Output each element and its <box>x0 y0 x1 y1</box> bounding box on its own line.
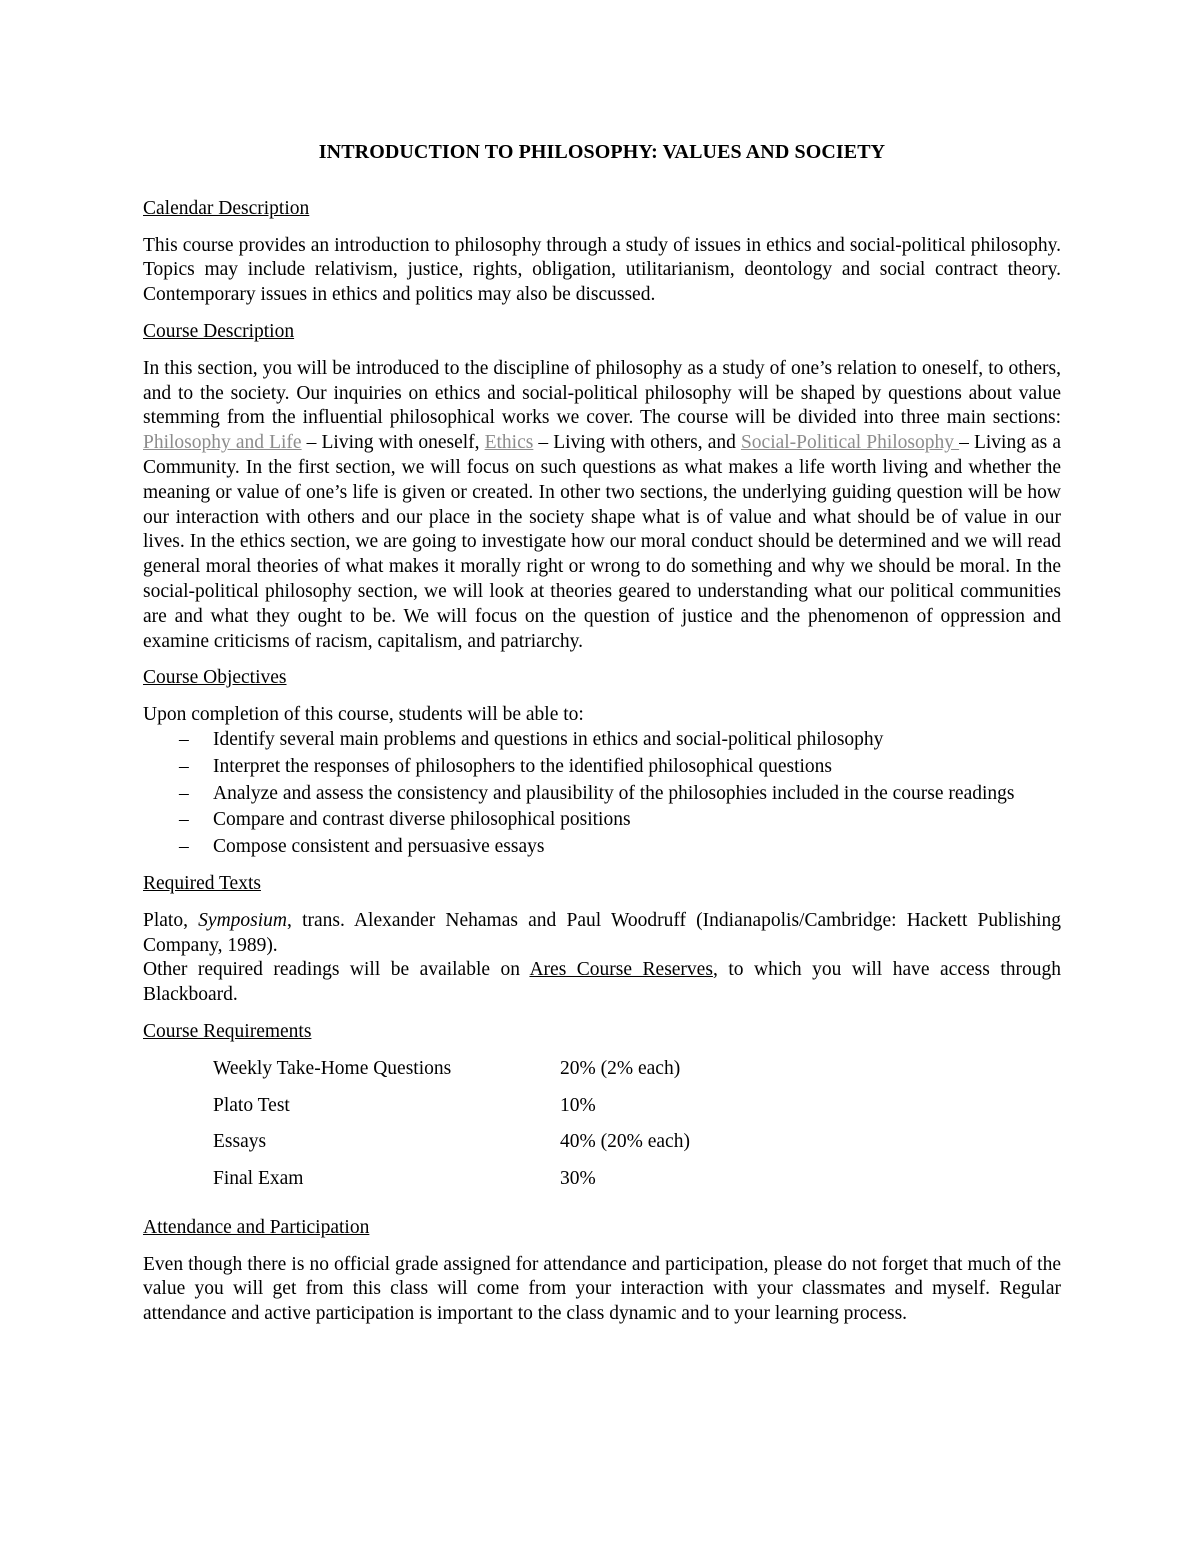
required-text-plato: Plato, Symposium, trans. Alexander Nehamas and Paul Woodruff (Indianapolis/Cambridge: Hackett Publishing Company, 1989). <box>143 909 1061 956</box>
requirement-weight: 20% (2% each) <box>560 1057 681 1079</box>
dash-bullet: – <box>179 782 189 804</box>
course-description-section-2-text: – Living with others, and <box>533 432 741 454</box>
requirement-item: Weekly Take-Home Questions <box>213 1057 452 1079</box>
list-item: – Compose consistent and persuasive essays <box>143 835 1061 860</box>
link-philosophy-and-life[interactable]: Philosophy and Life <box>143 432 302 454</box>
required-text-other: Other required readings will be available on Ares Course Reserves, to which you will have access through Blackboard. <box>143 959 1061 1006</box>
list-item: – Identify several main problems and questions in ethics and social-political philosophy <box>143 728 1061 753</box>
table-row <box>213 1167 690 1204</box>
requirement-item: Essays <box>213 1131 267 1153</box>
required-texts-heading: Required Texts <box>143 872 261 894</box>
link-ethics[interactable]: Ethics <box>484 432 534 454</box>
dash-bullet: – <box>179 728 189 750</box>
link-social-political-philosophy[interactable]: Social-Political Philosophy <box>740 432 960 454</box>
course-description-intro: In this section, you will be introduced to the discipline of philosophy as a study of one’s relation to oneself, to others, and to the society. Our inquiries on ethics and social-political philosophy will be shaped by questions about value stemming from the influential philosophical works we cover. The course will be divided into three main sections: <box>143 357 1061 429</box>
book-title-symposium: Symposium <box>198 909 287 931</box>
table-row <box>213 1130 690 1167</box>
table-row <box>213 1057 690 1094</box>
attendance-heading: Attendance and Participation <box>143 1216 370 1238</box>
document-title: INTRODUCTION TO PHILOSOPHY: VALUES AND SOCIETY <box>318 141 886 163</box>
requirement-weight: 30% <box>560 1168 596 1190</box>
requirement-item: Final Exam <box>213 1168 304 1190</box>
requirement-weight: 40% (20% each) <box>560 1131 690 1153</box>
dash-bullet: – <box>179 755 189 777</box>
syllabus-page <box>143 140 1061 1339</box>
course-objectives-intro: Upon completion of this course, students will be able to: <box>143 704 584 726</box>
course-description-rest: – Living as a Community. In the first section, we will focus on such questions as what makes a life worth living and whether the meaning or value of one’s life is given or created. In other two sections, the underlying guiding question will be how our interaction with others and our place in the society shape what is of value and what should be of value in our lives. In the ethics section, we are going to investigate how our moral conduct should be determined and we will read general moral theories of what makes it morally right or wrong to do something and why we should be moral. In the social-political philosophy section, we will look at theories geared to understanding what our political communities are and what they ought to be. We will focus on the question of justice and the phenomenon of oppression and examine criticisms of racism, capitalism, and patriarchy. <box>143 432 1061 652</box>
calendar-description-text: This course provides an introduction to philosophy through a study of issues in ethics and social-political philosophy. Topics may include relativism, justice, rights, obligation, utilitarianism, deontology and social contract theory. Contemporary issues in ethics and politics may also be discussed. <box>143 234 1061 306</box>
course-objectives-heading: Course Objectives <box>143 667 287 689</box>
link-ares-course-reserves[interactable]: Ares Course Reserves <box>529 959 713 981</box>
dash-bullet: – <box>179 836 189 858</box>
dash-bullet: – <box>179 809 189 831</box>
requirements-table <box>213 1057 690 1204</box>
list-item: – Interpret the responses of philosophers to the identified philosophical questions <box>143 755 1061 780</box>
course-requirements-heading: Course Requirements <box>143 1020 312 1042</box>
requirement-item: Plato Test <box>213 1094 290 1116</box>
list-item: – Compare and contrast diverse philosophical positions <box>143 808 1061 833</box>
course-description-heading: Course Description <box>143 320 295 342</box>
course-description-text <box>143 357 1061 655</box>
list-item: – Analyze and assess the consistency and plausibility of the philosophies included in the course readings <box>143 782 1061 807</box>
requirement-weight: 10% <box>560 1094 596 1116</box>
table-row <box>213 1094 690 1131</box>
calendar-description-heading: Calendar Description <box>143 197 310 219</box>
attendance-text: Even though there is no official grade assigned for attendance and participation, please do not forget that much of the value you will get from this class will come from your interaction with your classmates and myself. Regular attendance and active participation is important to the class dynamic and to your learning process. <box>143 1253 1061 1325</box>
course-description-section-1-text: – Living with oneself, <box>301 432 485 454</box>
objectives-list <box>143 728 1061 860</box>
